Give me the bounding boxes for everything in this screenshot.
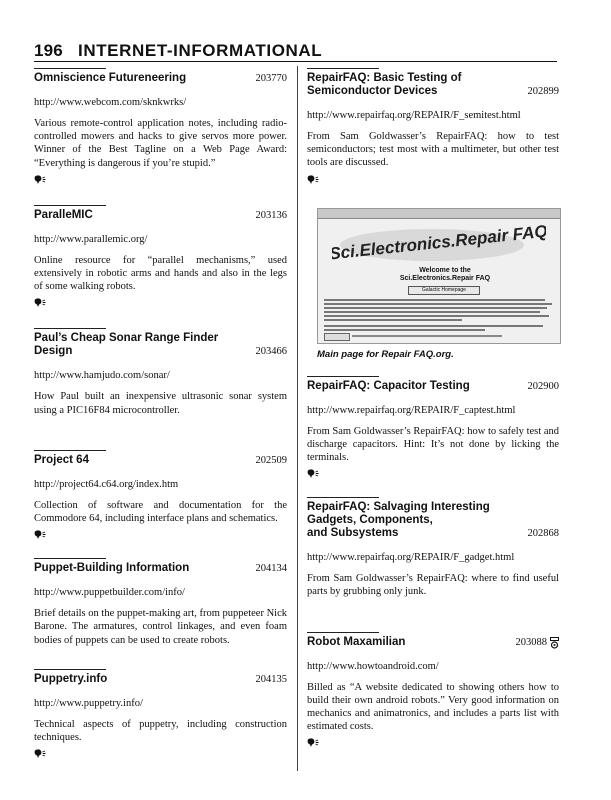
section-title: INTERNET-INFORMATIONAL [78, 41, 323, 60]
entry-url[interactable]: http://www.puppetbuilder.com/info/ [34, 587, 185, 599]
entry-url[interactable]: http://project64.c64.org/index.htm [34, 478, 179, 490]
header-rule [34, 61, 557, 62]
entry-url[interactable]: http://www.hamjudo.com/sonar/ [34, 370, 170, 382]
entry-url[interactable]: http://www.howtoandroid.com/ [307, 660, 439, 672]
page-body-text [324, 299, 554, 333]
entry-puppet-building [34, 558, 287, 647]
entry-id: 203136 [255, 209, 287, 221]
entry-description: Online resource for “parallel mechanisms,” used extensively in robotic arms and hands and also in the legs of some walking robots. [34, 254, 287, 293]
entry-title: ParalleMIC 203136 [34, 208, 287, 221]
entry-rule [34, 68, 106, 69]
entry-project-64 [34, 450, 287, 540]
entry-robot-maxamilian [307, 632, 559, 749]
entry-description: From Sam Goldwasser’s RepairFAQ: how to safely test and discharge capacitors. Hint: It’s not done by licking the terminals. [307, 425, 559, 464]
right-column [307, 68, 559, 748]
galactic-homepage-button[interactable]: Galactic Homepage [408, 286, 480, 295]
entry-description: Collection of software and documentation for the Commodore 64, including interface plans and schematics. [34, 499, 287, 525]
entry-id: 202868 [527, 528, 559, 540]
mini-text [352, 335, 502, 337]
entry-rule [34, 558, 106, 559]
entry-id: 202509 [255, 454, 287, 466]
entry-url[interactable]: http://www.repairfaq.org/REPAIR/F_semitest.html [307, 110, 521, 121]
entry-title: RepairFAQ: Basic Testing of Semiconductor Devices 202899 [307, 72, 559, 97]
entry-url[interactable]: http://www.repairfaq.org/REPAIR/F_captest.html [307, 404, 516, 416]
entry-id: 203466 [255, 346, 287, 358]
entry-id: 203770 [255, 73, 287, 84]
speaker-icon [34, 749, 46, 759]
speaker-icon [34, 298, 46, 308]
browser-toolbar [318, 209, 560, 219]
repairfaq-screenshot [317, 208, 561, 344]
entry-title: RepairFAQ: Salvaging Interesting Gadgets, Components, and Subsystems 202868 [307, 501, 559, 540]
entry-rule [34, 328, 106, 329]
logo-text: Sci.Electronics.Repair FAQ [332, 222, 546, 263]
entry-title: Omniscience Futureneering 203770 [34, 72, 287, 84]
entry-url[interactable]: http://www.webcom.com/sknkwrks/ [34, 97, 187, 108]
figure-caption: Main page for Repair FAQ.org. [317, 348, 454, 360]
entry-rule [34, 669, 106, 670]
entry-paul-sonar [34, 328, 287, 416]
figure [317, 208, 559, 360]
entry-url[interactable]: http://www.puppetry.info/ [34, 697, 143, 709]
speaker-icon [307, 469, 319, 479]
entry-puppetry-info [34, 669, 287, 759]
entry-id: 204135 [255, 673, 287, 685]
entry-url[interactable]: http://www.repairfaq.org/REPAIR/F_gadget.html [307, 552, 515, 564]
entry-id: 203088 [515, 636, 547, 648]
welcome-heading: Welcome to the Sci.Electronics.Repair FAQ [399, 266, 491, 282]
column-divider [297, 66, 298, 771]
entry-id: 204134 [255, 563, 287, 575]
entry-rule [307, 376, 379, 377]
site-logo [332, 223, 546, 263]
speaker-icon [307, 175, 319, 185]
entry-omniscience [34, 68, 287, 185]
left-column [34, 68, 287, 759]
entry-description: From Sam Goldwasser’s RepairFAQ: how to test semiconductors; test most with a multimeter, but other test tools are discussed. [307, 131, 559, 169]
entry-url[interactable]: http://www.parallemic.org/ [34, 233, 148, 245]
entry-title: Robot Maxamilian 203088 [307, 636, 559, 649]
entry-id: 202899 [527, 86, 559, 97]
entry-description: Technical aspects of puppetry, including construction techniques. [34, 718, 287, 744]
entry-description: Brief details on the puppet-making art, from puppeteer Nick Barone. The armatures, control linkages, and even foam bodies of puppets can be used to create robots. [34, 608, 287, 646]
entry-parallemic [34, 205, 287, 309]
award-ribbon-icon [550, 637, 559, 650]
speaker-icon [307, 738, 319, 748]
speaker-icon [34, 530, 46, 540]
entry-title: Paul’s Cheap Sonar Range Finder Design 203466 [34, 332, 287, 358]
page-number: 196 [34, 41, 63, 60]
speaker-icon [34, 175, 46, 185]
mini-button[interactable] [324, 333, 350, 341]
entry-description: From Sam Goldwasser’s RepairFAQ: where to find useful parts by grubbing only junk. [307, 573, 559, 598]
entry-title: Project 64 202509 [34, 453, 287, 466]
entry-repairfaq-capacitor [307, 376, 559, 480]
entry-repairfaq-semiconductor [307, 68, 559, 185]
page-header [34, 41, 557, 63]
entry-description: Various remote-control application notes, including radio-controlled mowers and hacks to give servos more power. Winner of the Best Tagline on a Web Page Award: “Everything is dangerous if you’re stupid.” [34, 118, 287, 169]
entry-rule [307, 632, 379, 633]
entry-rule [307, 497, 379, 498]
entry-description: Billed as “A website dedicated to showing others how to build their own android robots.” Very good information on mechanics and animatronics, and includes a parts list with estimated costs. [307, 681, 559, 733]
entry-rule [34, 205, 106, 206]
entry-title: Puppetry.info 204135 [34, 672, 287, 685]
entry-id: 202900 [527, 380, 559, 392]
entry-description: How Paul built an inexpensive ultrasonic sonar system using a PIC16F84 microcontroller. [34, 391, 287, 416]
entry-title: RepairFAQ: Capacitor Testing 202900 [307, 379, 559, 392]
entry-rule [307, 68, 379, 69]
entry-title: Puppet-Building Information 204134 [34, 562, 287, 575]
entry-rule [34, 450, 106, 451]
entry-repairfaq-salvaging [307, 497, 559, 598]
